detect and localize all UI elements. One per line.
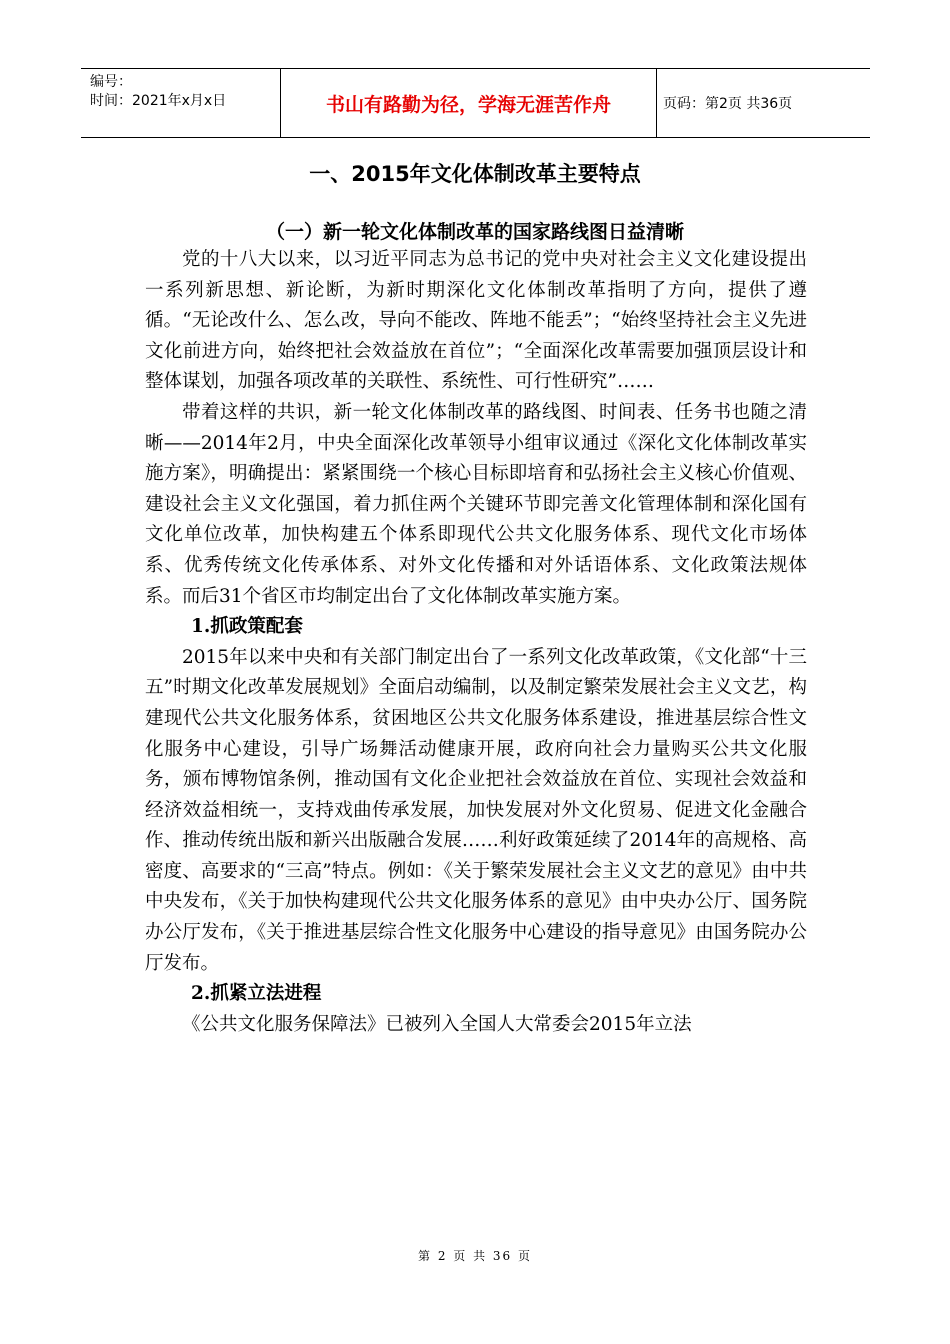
header-motto: 书山有路勤为径，学海无涯苦作舟 (281, 69, 657, 137)
number-label: 编号： (90, 74, 132, 90)
subheading: 2.抓紧立法进程 (191, 983, 322, 1005)
section-title: （一）新一轮文化体制改革的国家路线图日益清晰 (265, 221, 684, 243)
document-header (81, 68, 870, 138)
paragraph: 带着这样的共识，新一轮文化体制改革的路线图、时间表、任务书也随之清晰——2014年2月，中央全面深化改革领导小组审议通过《深化文化体制改革实施方案》，明确提出：紧紧围绕一个核心目标即培育和弘扬社会主义核心价值观、建设社会主义文化强国，着力抓住两个关键环节即完善文化管理体制和深化国有文化单位改革，加快构建五个体系即现代公共文化服务体系、现代文化市场体系、优秀传统文化传承体系、对外文化传播和对外话语体系、文化政策法规体系。而后31个省区市均制定出台了文化体制改革实施方案。 (145, 401, 807, 607)
page-footer: 第 2 页 共 36 页 (418, 1249, 532, 1263)
paragraph: 党的十八大以来，以习近平同志为总书记的党中央对社会主义文化建设提出一系列新思想、新论断，为新时期深化文化体制改革指明了方向，提供了遵循。“无论改什么、怎么改，导向不能改、阵地不能丢”；“始终坚持社会主义先进文化前进方向，始终把社会效益放在首位”；“全面深化改革需要加强顶层设计和整体谋划，加强各项改革的关联性、系统性、可行性研究”…… (145, 249, 807, 393)
time-label: 时间：2021年x月x日 (90, 93, 227, 109)
document-body (145, 245, 807, 1040)
paragraph: 2015年以来中央和有关部门制定出台了一系列文化改革政策，《文化部“十三五”时期文化改革发展规划》全面启动编制，以及制定繁荣发展社会主义文艺，构建现代公共文化服务体系，贫困地区公共文化服务体系建设，推进基层综合性文化服务中心建设，引导广场舞活动健康开展，政府向社会力量购买公共文化服务，颁布博物馆条例，推动国有文化企业把社会效益放在首位、实现社会效益和经济效益相统一，支持戏曲传承发展，加快发展对外文化贸易、促进文化金融合作、推动传统出版和新兴出版融合发展……利好政策延续了2014年的高规格、高密度、高要求的“三高”特点。例如：《关于繁荣发展社会主义文艺的意见》由中共中央发布，《关于加快构建现代公共文化服务体系的意见》由中央办公厅、国务院办公厅发布，《关于推进基层综合性文化服务中心建设的指导意见》由国务院办公厅发布。 (145, 646, 807, 974)
paragraph: 《公共文化服务保障法》已被列入全国人大常委会2015年立法 (182, 1013, 692, 1035)
header-page-info: 页码：第2页 共36页 (663, 96, 793, 112)
subheading: 1.抓政策配套 (191, 616, 303, 638)
header-meta (81, 69, 281, 137)
page-title: 一、2015年文化体制改革主要特点 (309, 162, 641, 186)
